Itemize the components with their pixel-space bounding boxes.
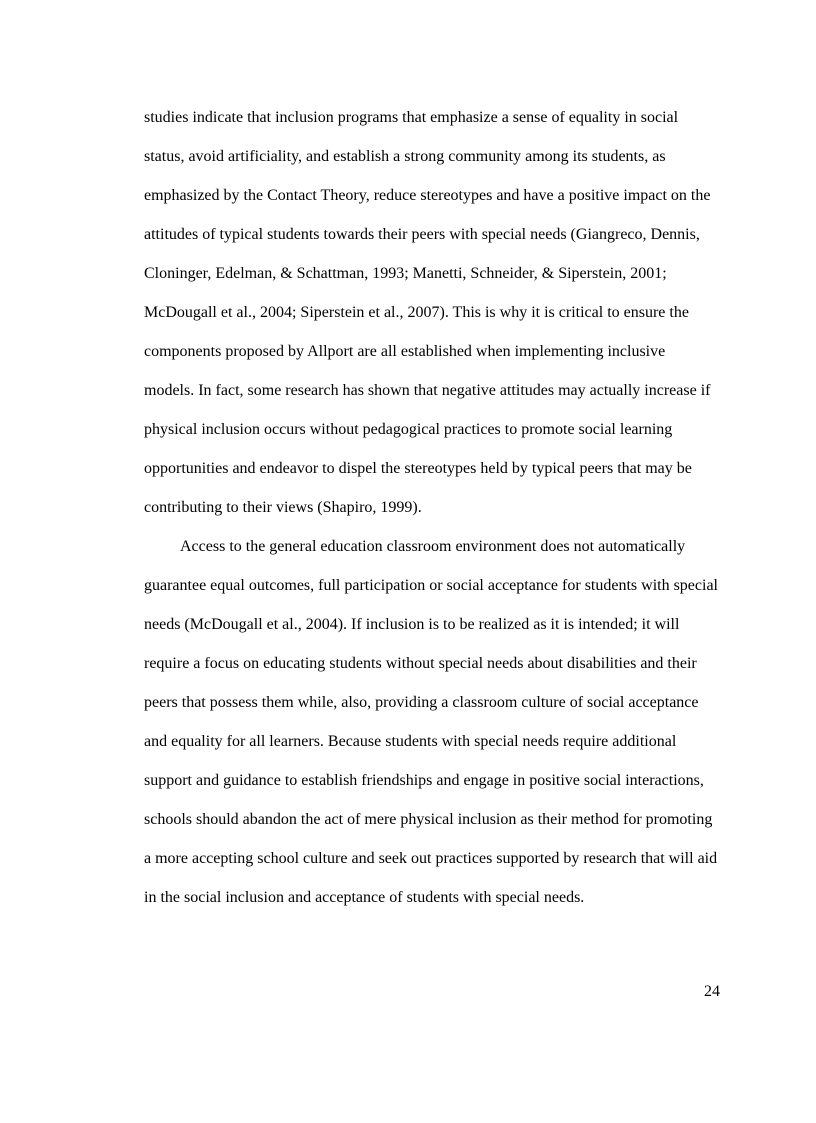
text-line: require a focus on educating students without special needs about disabilities and their [144,655,697,672]
text-line: physical inclusion occurs without pedagogical practices to promote social learning [144,421,673,438]
text-line: Cloninger, Edelman, & Schattman, 1993; Manetti, Schneider, & Siperstein, 2001; [144,265,667,282]
text-line: schools should abandon the act of mere physical inclusion as their method for promoting [144,811,713,828]
text-line: in the social inclusion and acceptance of students with special needs. [144,889,585,906]
paragraph-1 [144,98,720,527]
text-line: peers that possess them while, also, providing a classroom culture of social acceptance [144,694,699,711]
text-line: studies indicate that inclusion programs that emphasize a sense of equality in social [144,109,679,126]
text-line-indented: Access to the general education classroom environment does not automatically [180,538,686,555]
page-number: 24 [704,983,720,1000]
text-line: components proposed by Allport are all established when implementing inclusive [144,343,666,360]
paragraph-2 [144,527,720,917]
text-line: support and guidance to establish friendships and engage in positive social interactions, [144,772,704,789]
text-line: needs (McDougall et al., 2004). If inclusion is to be realized as it is intended; it will [144,616,680,633]
text-line: emphasized by the Contact Theory, reduce stereotypes and have a positive impact on the [144,187,711,204]
text-line: McDougall et al., 2004; Siperstein et al., 2007). This is why it is critical to ensure the [144,304,689,321]
body-text [144,98,720,917]
text-line: attitudes of typical students towards their peers with special needs (Giangreco, Dennis, [144,226,700,243]
text-line: guarantee equal outcomes, full participation or social acceptance for students with special [144,577,718,594]
text-line: contributing to their views (Shapiro, 1999). [144,499,422,516]
text-line: opportunities and endeavor to dispel the stereotypes held by typical peers that may be [144,460,692,477]
text-line: status, avoid artificiality, and establish a strong community among its students, as [144,148,666,165]
text-line: models. In fact, some research has shown that negative attitudes may actually increase if [144,382,711,399]
text-line: a more accepting school culture and seek out practices supported by research that will aid [144,850,718,867]
text-line: and equality for all learners. Because students with special needs require additional [144,733,677,750]
